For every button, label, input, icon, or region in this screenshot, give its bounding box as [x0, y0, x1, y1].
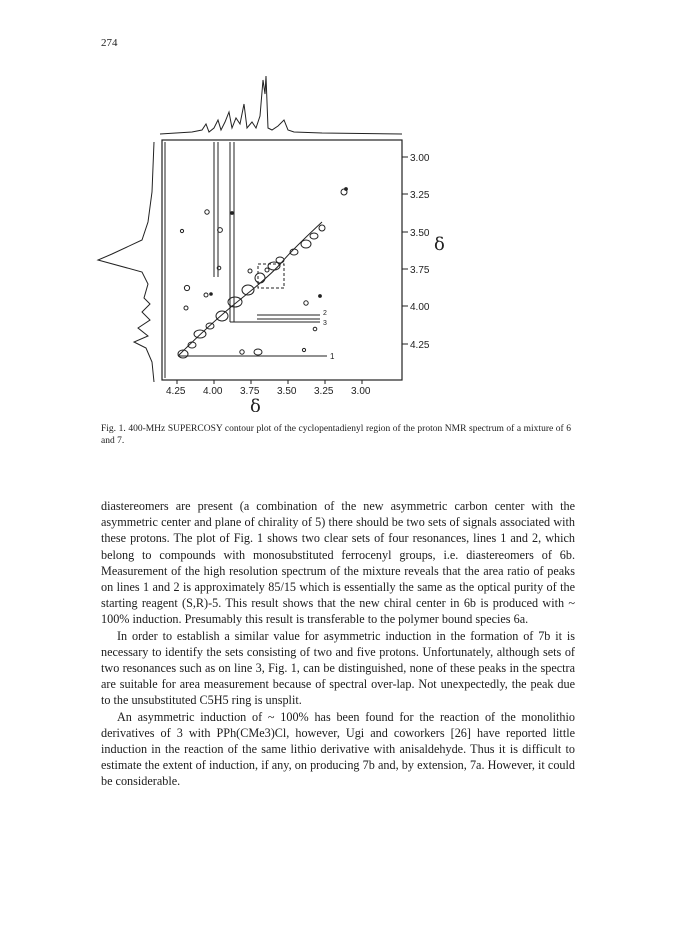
line-label-3: 3 [323, 320, 327, 327]
y-tick-label: 3.50 [410, 228, 430, 239]
x-tick-label: 3.75 [240, 386, 260, 397]
paragraph: An asymmetric induction of ~ 100% has been found for the reaction of the monolithio derivatives of 3 with PPh(CMe3)Cl, however, Ugi and coworkers [26] have reported little induction in the reaction of the same lithio derivative with anisaldehyde. Thus it is difficult to estimate the extent of induction, if any, on producing 7b and, by extension, 7a. However, it could be considerable. [101, 709, 575, 789]
y-tick-label: 3.75 [410, 265, 430, 276]
x-tick-label: 4.25 [166, 386, 186, 397]
page-number: 274 [101, 37, 118, 49]
y-axis-symbol: δ [434, 234, 445, 255]
x-tick-label: 4.00 [203, 386, 223, 397]
nmr-contour-figure [82, 72, 462, 412]
y-tick-label: 3.25 [410, 190, 430, 201]
x-tick-label: 3.50 [277, 386, 297, 397]
y-tick-label: 3.00 [410, 153, 430, 164]
line-label-2: 2 [323, 310, 327, 317]
left-projection-spectrum [98, 142, 154, 382]
x-axis-symbol: δ [250, 396, 261, 412]
paragraph: diastereomers are present (a combination of the new asymmetric carbon center with the asymmetric center and plane of chirality of 5) there should be two sets of signals associated with these protons. The plot of Fig. 1 shows two clear sets of four resonances, lines 1 and 2, which belong to compounds with monosubstituted ferrocenyl groups, i.e. diastereomers of 6b. Measurement of the high resolution spectrum of the mixture reveals that the area ratio of peaks on lines 1 and 2 is approximately 85/15 which is essentially the same as the optical purity of the starting reagent (S,R)-5. This result shows that the new chiral center in 6b is produced with ~ 100% induction. Presumably this result is transferable to the polymer bound species 6a. [101, 499, 575, 627]
line-label-1: 1 [330, 352, 335, 361]
diagonal-contours [178, 189, 347, 358]
y-tick-label: 4.00 [410, 302, 430, 313]
figure-caption [101, 423, 571, 447]
right-axis [402, 157, 408, 344]
supercosy-plot [82, 72, 462, 412]
x-tick-label: 3.25 [314, 386, 334, 397]
bottom-axis [177, 380, 362, 384]
top-projection-spectrum [160, 76, 402, 134]
x-tick-label: 3.00 [351, 386, 371, 397]
plot-frame [162, 140, 402, 380]
paragraph: In order to establish a similar value for asymmetric induction in the formation of 7b it is necessary to identify the sets consisting of two and five protons. Unfortunately, although sets of two resonances such as on line 3, Fig. 1, can be distinguished, none of these peaks in the spectra are suitable for area measurement because of spectral over-lap. Not unexpectedly, the peak due to the unsubstituted C5H5 ring is unsplit. [101, 628, 575, 708]
body-text [101, 498, 575, 790]
caption-label: Fig. 1. [101, 424, 126, 434]
y-tick-label: 4.25 [410, 340, 430, 351]
caption-text: 400-MHz SUPERCOSY contour plot of the cyclopentadienyl region of the proton NMR spectrum of a mixture of 6 and 7. [101, 424, 571, 446]
